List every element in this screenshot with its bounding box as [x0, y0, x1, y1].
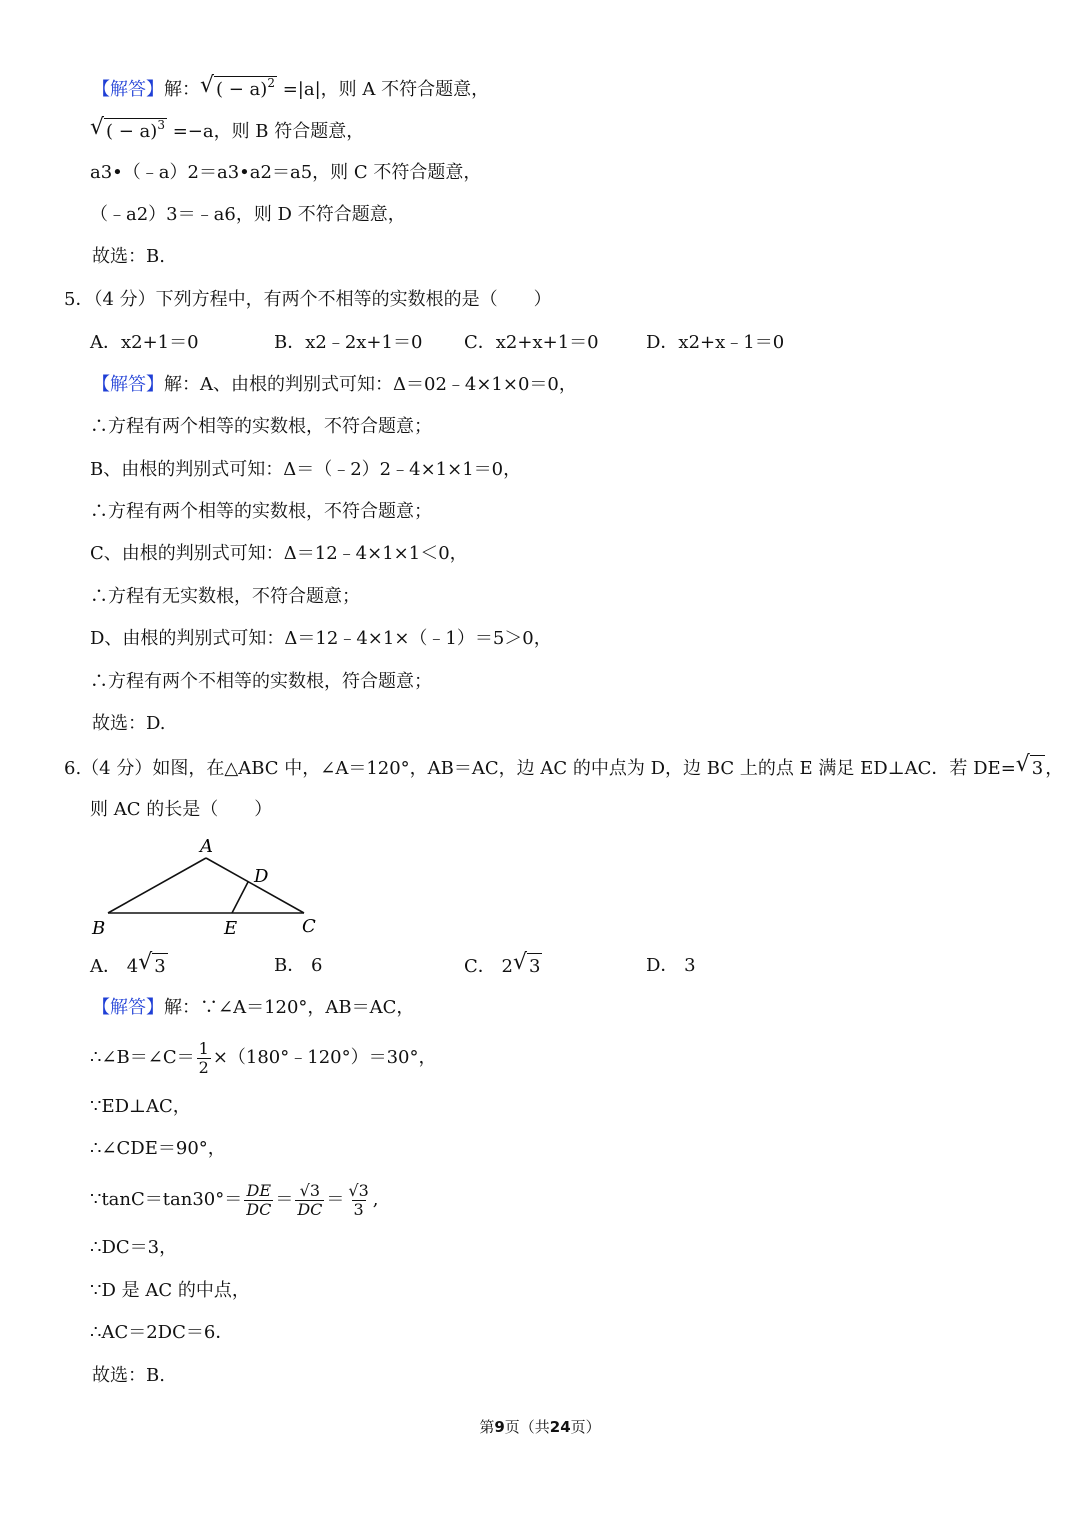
q4-answer-line-3: a3•（﹣a）2＝a3•a2＝a5，则 C 不符合题意， [90, 162, 482, 183]
q5-answer-line-6: ∴方程有无实数根，不符合题意； [90, 586, 360, 607]
q5-stem: 5．（4 分）下列方程中，有两个不相等的实数根的是（ ） [64, 289, 552, 310]
fraction: $\frac{1}{2}$ [198, 1038, 209, 1077]
q5-option-b: B．x2﹣2x+1＝0 [274, 332, 423, 353]
sqrt-expression: √ 3 [1016, 755, 1045, 782]
q6-stem-line-2: 则 AC 的长是（ ） [90, 799, 273, 820]
q6-answer-line-2: ∴∠B＝∠C＝ $\frac{1}{2}$ ×（180°﹣120°）＝30°， [90, 1038, 437, 1077]
q4-answer-conclusion: 故选：B. [92, 246, 165, 267]
q6-answer-line-5: ∵tanC＝tan30°＝ $\frac{DE}{DC}$ ＝ $\frac{√3}{DC}$ ＝ $\frac{√3}{3}$ , [90, 1180, 379, 1219]
q4-answer-line-2: √ ( − a)$^3$ =−a，则 B 符合题意， [90, 118, 364, 146]
fraction: $\frac{√3}{3}$ [348, 1180, 369, 1219]
q5-option-d: D．x2+x﹣1＝0 [646, 332, 785, 353]
label-d: D [254, 866, 269, 887]
label-c: C [302, 916, 316, 937]
q5-answer-line-1: 【解答】解：A、由根的判别式可知：Δ＝02﹣4×1×0＝0， [92, 374, 577, 395]
sqrt-expression: √ ( − a)$^3$ [90, 118, 167, 146]
answer-tag: 【解答】 [92, 79, 164, 100]
label-a: A [200, 836, 213, 857]
q5-option-c: C．x2+x+1＝0 [464, 332, 599, 353]
q5-option-a: A．x2+1＝0 [90, 332, 199, 353]
q5-answer-line-7: D、由根的判别式可知：Δ＝12﹣4×1×（﹣1）＝5＞0， [90, 628, 552, 649]
q6-answer-line-6: ∴DC＝3， [90, 1237, 178, 1258]
q6-answer-line-3: ∵ED⊥AC， [90, 1096, 191, 1117]
q4-answer-line-4: （﹣a2）3＝﹣a6，则 D 不符合题意， [90, 204, 406, 225]
q6-option-c: C． 2 √ 3 [464, 953, 542, 980]
q5-answer-line-8: ∴方程有两个不相等的实数根，符合题意； [90, 671, 432, 692]
q6-answer-line-8: ∴AC＝2DC＝6． [90, 1322, 234, 1343]
q5-answer-line-4: ∴方程有两个相等的实数根，不符合题意； [90, 501, 432, 522]
page-footer: 第9页（共24页） [479, 1418, 601, 1436]
q6-option-a: A． 4 √ 3 [90, 953, 168, 980]
answer-tag: 【解答】 [92, 374, 164, 395]
sqrt-expression: √ ( − a)$^2$ [200, 76, 277, 104]
label-e: E [224, 918, 238, 939]
q4-answer-line-1: 【解答】解： √ ( − a)$^2$ =|a|，则 A 不符合题意， [92, 76, 489, 104]
q6-answer-line-7: ∵D 是 AC 的中点， [90, 1280, 250, 1301]
q6-stem-line-1: 6.（4 分）如图，在△ABC 中，∠A＝120°，AB＝AC，边 AC 的中点为 D，边 BC 上的点 E 满足 ED⊥AC．若 DE= √ 3 ， [64, 755, 1063, 782]
q5-answer-line-3: B、由根的判别式可知：Δ＝（﹣2）2﹣4×1×1＝0， [90, 459, 522, 480]
q6-answer-line-1: 【解答】解：∵∠A＝120°，AB＝AC， [92, 997, 415, 1018]
q6-answer-line-4: ∴∠CDE＝90°， [90, 1138, 226, 1159]
q5-answer-conclusion: 故选：D. [92, 713, 166, 734]
fraction: $\frac{DE}{DC}$ [246, 1180, 272, 1219]
q5-answer-line-5: C、由根的判别式可知：Δ＝12﹣4×1×1＜0， [90, 543, 468, 564]
q6-answer-conclusion: 故选：B. [92, 1365, 165, 1386]
segment-ab [108, 858, 206, 913]
segment-de [232, 882, 248, 913]
label-b: B [92, 918, 106, 939]
answer-tag: 【解答】 [92, 997, 164, 1018]
q6-option-d: D． 3 [646, 955, 696, 976]
q5-answer-line-2: ∴方程有两个相等的实数根，不符合题意； [90, 416, 432, 437]
triangle-figure [86, 836, 326, 942]
q6-option-b: B． 6 [274, 955, 323, 976]
fraction: $\frac{√3}{DC}$ [297, 1180, 323, 1219]
